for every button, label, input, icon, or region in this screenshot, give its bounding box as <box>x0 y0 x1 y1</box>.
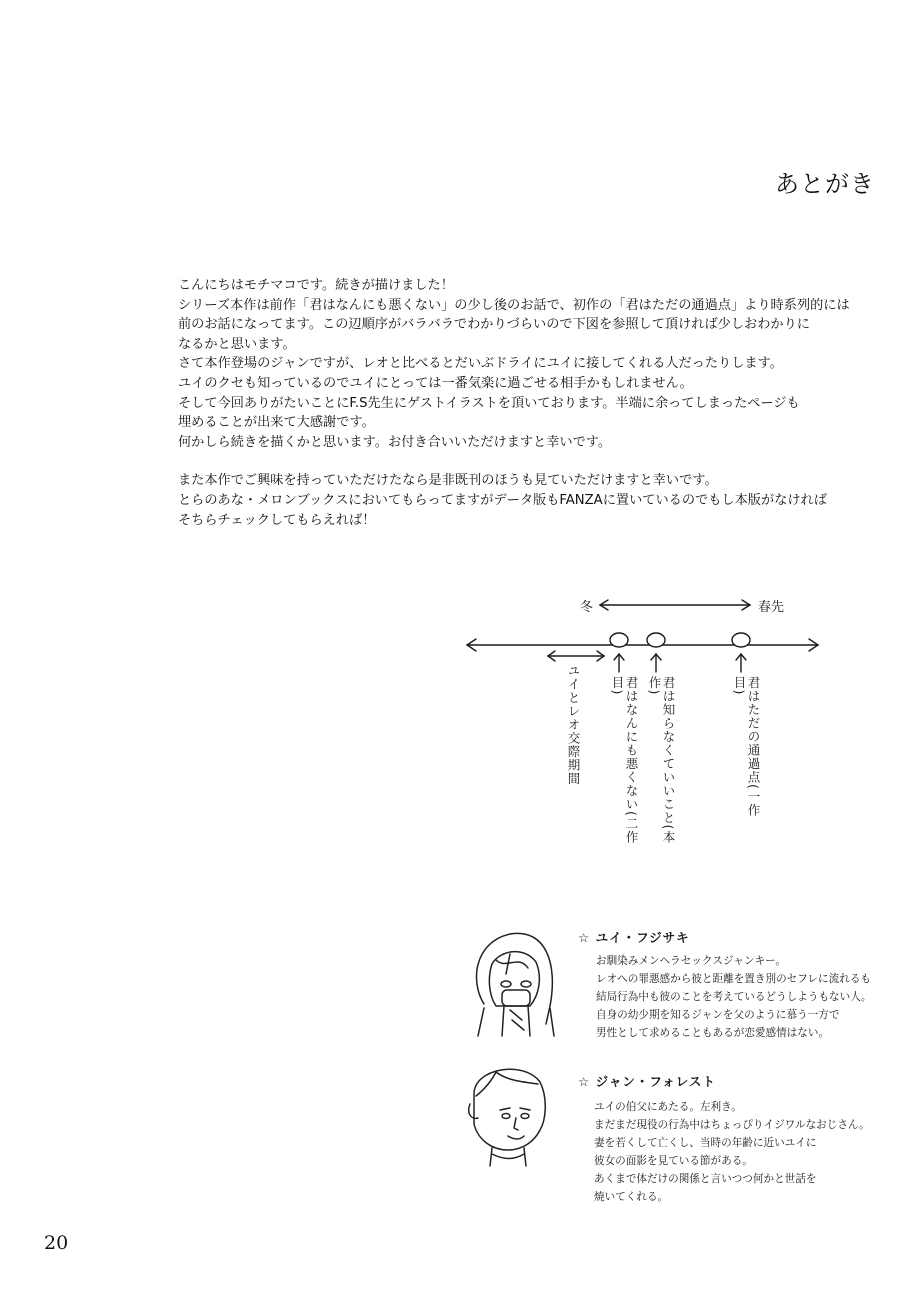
timeline-node <box>732 633 750 647</box>
head-outline <box>474 1069 545 1150</box>
page-number: 20 <box>44 1232 69 1254</box>
brows <box>500 1108 530 1110</box>
hair-outline <box>477 933 553 1024</box>
yui-portrait <box>466 924 560 1040</box>
paragraph-line: 前のお話になってます。この辺順序がバラバラでわかりづらいので下図を参照して頂ければ少しおわかりに <box>178 317 810 333</box>
character-description-jean <box>594 1098 870 1206</box>
description-line: 男性として求めることもあるが恋愛感情はない。 <box>596 1027 830 1039</box>
nose <box>514 1118 518 1130</box>
bangs <box>496 954 528 974</box>
eye <box>501 981 511 987</box>
character-name: ジャン・フォレスト <box>595 1074 716 1089</box>
paragraph-line: シリーズ本作は前作「君はなんにも悪くない」の少し後のお話で、初作の「君はただの通過点」より時系列的には <box>178 297 850 313</box>
description-line: 結局行為中も彼のことを考えているどうしようもない人。 <box>596 991 872 1003</box>
shoulders <box>478 1008 554 1036</box>
mouth <box>508 1136 524 1139</box>
timeline-node <box>610 633 628 647</box>
description-line: ユイの伯父にあたる。左利き。 <box>594 1101 742 1113</box>
character-description-yui <box>596 952 871 1042</box>
paragraph-line: 埋めることが出来て大感謝です。 <box>178 415 375 431</box>
eye <box>502 1114 510 1119</box>
paragraph-line: さて本作登場のジャンですが、レオと比べるとだいぶドライにユイに接してくれる人だったりします。 <box>178 356 783 372</box>
jean-portrait <box>462 1058 552 1168</box>
face-outline <box>489 952 539 1006</box>
timeline-label-second-work: 君はなんにも悪くない(二作目) <box>610 676 639 844</box>
character-name: ユイ・フジサキ <box>595 930 690 945</box>
description-line: お馴染みメンヘラセックスジャンキー。 <box>596 955 786 967</box>
description-line: レオへの罪悪感から彼と距離を置き別のセフレに流れるも <box>596 973 872 985</box>
face-mask <box>502 990 530 1006</box>
eye <box>521 1114 529 1119</box>
paragraph-line: とらのあな・メロンブックスにおいてもらってますがデータ版もFANZAに置いているのでもし本版がなければ <box>178 492 827 508</box>
season-end-label: 春先 <box>758 600 785 615</box>
character-header-yui <box>578 928 690 946</box>
scarf <box>502 1006 530 1036</box>
description-line: 妻を若くして亡くし、当時の年齢に近いユイに <box>594 1137 817 1149</box>
paragraph-line: こんにちはモチマコです。続きが描けました！ <box>178 278 454 293</box>
description-line: 焼いてくれる。 <box>594 1191 669 1203</box>
timeline-label-first-work: 君はただの通過点(一作目) <box>732 676 761 817</box>
star-icon: ☆ <box>578 930 591 945</box>
paragraph-line: 何かしら続きを描くかと思います。お付き合いいただけますと幸いです。 <box>178 434 612 450</box>
character-header-jean <box>578 1072 716 1090</box>
paragraph-line: そして今回ありがたいことにF.S先生にゲストイラストを頂いております。半端に余ってしまったページも <box>178 395 800 411</box>
description-line: まだまだ現役の行為中はちょっぴりイジワルなおじさん。 <box>594 1119 870 1131</box>
paragraph-line: また本作でご興味を持っていただけたなら是非既刊のほうも見ていただけますと幸いです。 <box>178 473 718 489</box>
eye <box>521 981 531 987</box>
paragraph-line: ユイのクセも知っているのでユイにとっては一番気楽に過ごせる相手かもしれません。 <box>178 375 693 391</box>
description-line: 彼女の面影を見ている節がある。 <box>594 1155 753 1167</box>
paragraph-line: そちらチェックしてもらえれば！ <box>178 512 376 528</box>
season-start-label: 冬 <box>580 600 594 615</box>
page-title: あとがき <box>775 170 875 198</box>
timeline-node <box>647 633 665 647</box>
paragraph-line: なるかと思います。 <box>178 336 296 352</box>
timeline-label-dating-period: ユイとレオ交際期間 <box>566 664 581 786</box>
timeline-label-this-work: 君は知らなくていいこと(本作) <box>647 676 676 844</box>
description-line: あくまで体だけの関係と言いつつ何かと世話を <box>594 1173 817 1185</box>
star-icon: ☆ <box>578 1074 591 1089</box>
description-line: 自身の幼少期を知るジャンを父のように慕う一方で <box>596 1009 840 1021</box>
